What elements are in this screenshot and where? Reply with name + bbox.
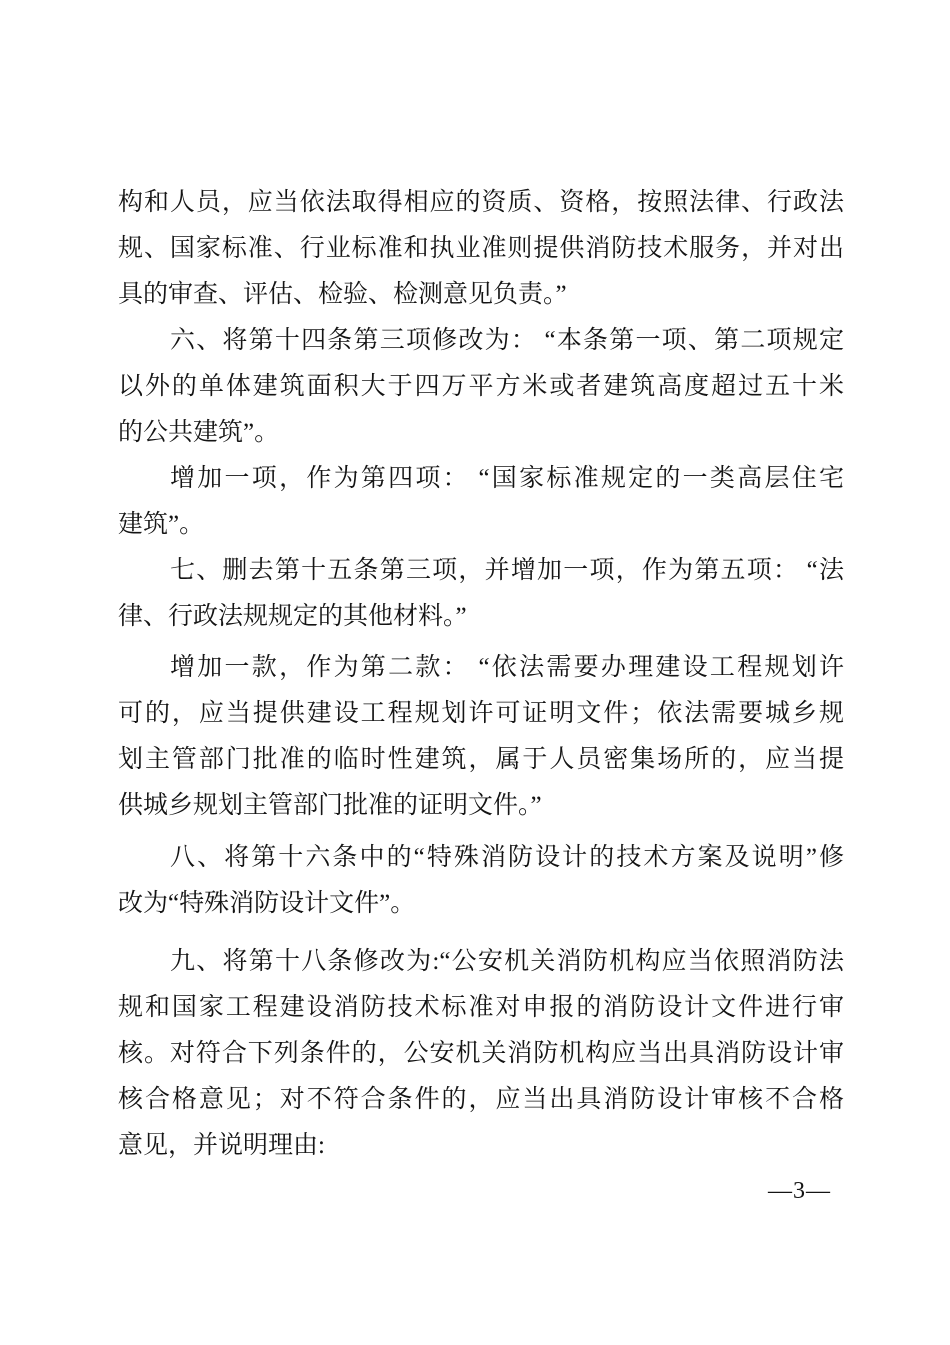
text-line: 八、将第十六条中的“特殊消防设计的技术方案及说明”修 (170, 844, 844, 871)
text-line: 六、将第十四条第三项修改为： “本条第一项、第二项规定 (170, 327, 844, 354)
text-line: 增加一项，作为第四项： “国家标准规定的一类高层住宅 (170, 465, 844, 492)
text-line: 核。对符合下列条件的，公安机关消防机构应当出具消防设计审 (118, 1040, 844, 1067)
document-text (118, 180, 844, 1169)
text-line: 规和国家工程建设消防技术标准对申报的消防设计文件进行审 (118, 994, 844, 1021)
text-line: 律、行政法规规定的其他材料。” (118, 603, 467, 630)
page-number: —3— (768, 1178, 831, 1204)
text-paragraph (118, 939, 844, 1169)
text-line: 七、删去第十五条第三项，并增加一项，作为第五项： “法 (170, 557, 844, 584)
text-paragraph (118, 318, 844, 456)
text-line: 具的审查、评估、检验、检测意见负责。” (118, 281, 567, 308)
text-line: 可的，应当提供建设工程规划许可证明文件；依法需要城乡规 (118, 700, 844, 727)
text-paragraph (118, 548, 844, 640)
text-line: 以外的单体建筑面积大于四万平方米或者建筑高度超过五十米 (118, 373, 844, 400)
text-line: 九、将第十八条修改为:“公安机关消防机构应当依照消防法 (170, 948, 844, 975)
text-line: 核合格意见；对不符合条件的，应当出具消防设计审核不合格 (118, 1086, 844, 1113)
text-paragraph (118, 835, 844, 927)
text-line: 的公共建筑”。 (118, 419, 280, 446)
text-line: 供城乡规划主管部门批准的证明文件。” (118, 792, 542, 819)
text-line: 划主管部门批准的临时性建筑，属于人员密集场所的，应当提 (118, 746, 844, 773)
text-line: 增加一款，作为第二款： “依法需要办理建设工程规划许 (170, 654, 844, 681)
text-paragraph (118, 645, 844, 829)
text-line: 建筑”。 (118, 511, 205, 538)
text-line: 构和人员，应当依法取得相应的资质、资格，按照法律、行政法 (118, 189, 844, 216)
text-paragraph (118, 456, 844, 548)
text-line: 规、国家标准、行业标准和执业准则提供消防技术服务，并对出 (118, 235, 844, 262)
text-line: 意见，并说明理由: (118, 1132, 325, 1159)
text-paragraph (118, 180, 844, 318)
text-line: 改为“特殊消防设计文件”。 (118, 890, 416, 917)
